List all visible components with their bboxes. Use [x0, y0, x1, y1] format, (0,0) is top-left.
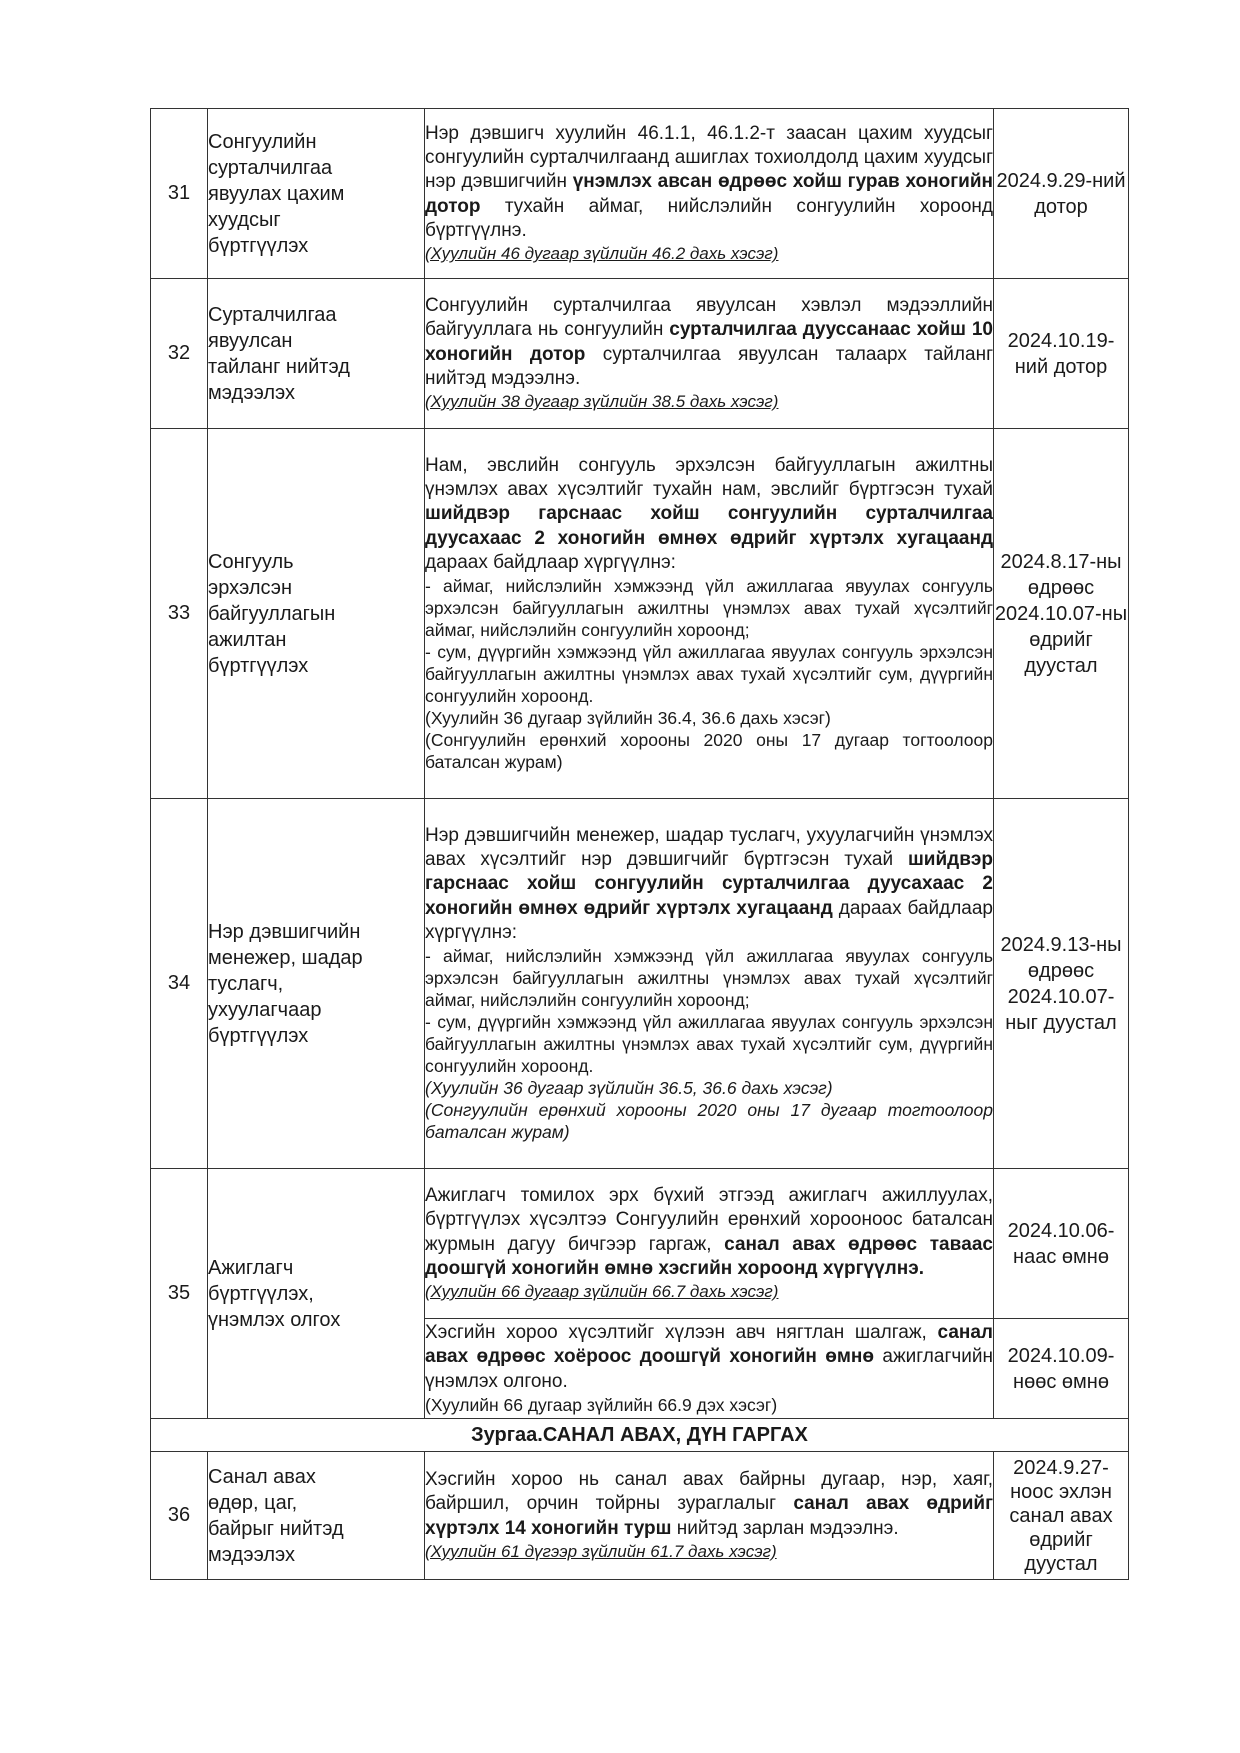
description-cell — [425, 109, 994, 279]
description-cell — [425, 799, 994, 1169]
table-row — [151, 429, 1129, 799]
law-reference: (Хуулийн 46 дугаар зүйлийн 46.2 дахь хэсэг) — [425, 244, 779, 264]
description-cell — [425, 1319, 994, 1419]
law-reference: (Хуулийн 66 дугаар зүйлийн 66.9 дэх хэсэг) — [425, 1394, 778, 1415]
row-number: 34 — [151, 799, 208, 1169]
section-heading: Зургаа.САНАЛ АВАХ, ДҮН ГАРГАХ — [151, 1419, 1129, 1452]
row-number: 35 — [151, 1169, 208, 1419]
law-reference: (Хуулийн 66 дугаар зүйлийн 66.7 дахь хэсэг) — [425, 1282, 779, 1302]
table-row — [151, 799, 1129, 1169]
row-number: 32 — [151, 279, 208, 429]
description-text: Хэсгийн хороо нь санал авах байрны дугаар, нэр, хаяг, байршил, орчин тойрны зураглалыг санал авах өдрийг хүртэлх 14 хоногийн турш нийтэд зарлан мэдээлнэ. — [425, 1469, 993, 1539]
description-text: Сонгуулийн сурталчилгаа явуулсан хэвлэл мэдээллийн байгууллага нь сонгуулийн сурталчилгаа дууссанаас хойш 10 хоногийн дотор сурталчилгаа явуулсан талаарх тайланг нийтэд мэдээлнэ. — [425, 294, 993, 389]
deadline-cell: 2024.9.27- ноос эхлэн санал авах өдрийг дуустал — [994, 1452, 1129, 1580]
law-reference: (Хуулийн 61 дүгээр зүйлийн 61.7 дахь хэсэг) — [425, 1541, 777, 1561]
activity-cell: Санал авах өдөр, цаг, байрыг нийтэд мэдээлэх — [208, 1452, 425, 1580]
resolution-reference: (Сонгуулийн ерөнхий хорооны 2020 оны 17 дугаар тогтоолоор баталсан журам) — [425, 1100, 993, 1143]
table-row — [151, 1169, 1129, 1319]
row-number: 33 — [151, 429, 208, 799]
deadline-cell: 2024.10.06- наас өмнө — [994, 1169, 1129, 1319]
bullet-item: - аймаг, нийслэлийн хэмжээнд үйл ажиллагаа явуулах сонгууль эрхэлсэн байгууллагын ажилтны үнэмлэх авах тухай хүсэлтийг аймаг, нийслэлийн сонгуулийн хороонд; — [425, 576, 993, 641]
description-text: Нам, эвслийн сонгууль эрхэлсэн байгууллагын ажилтны үнэмлэх авах хүсэлтийг тухайн нам, эвслийг бүртгэсэн тухай шийдвэр гарснаас хойш сонгуулийн сурталчилгаа дуусахаас 2 хоногийн өмнөх өдрийг хүртэлх хугацаанд дараах байдлаар хүргүүлнэ: — [425, 454, 993, 573]
bullet-item: - сум, дүүргийн хэмжээнд үйл ажиллагаа явуулах сонгууль эрхэлсэн байгууллагын ажилтны үнэмлэх авах тухай хүсэлтийг сум, дүүргийн сонгуулийн хороонд. — [425, 1012, 993, 1077]
row-number: 36 — [151, 1452, 208, 1580]
deadline-cell: 2024.10.09- нөөс өмнө — [994, 1319, 1129, 1419]
activity-cell: Сонгуулийн сурталчилгаа явуулах цахим хуудсыг бүртгүүлэх — [208, 109, 425, 279]
description-cell — [425, 1452, 994, 1580]
description-text: Ажиглагч томилох эрх бүхий этгээд ажиглагч ажиллуулах, бүртгүүлэх хүсэлтээ Сонгуулийн ерөнхий хорооноос баталсан журмын дагуу бичгээр гаргаж, санал авах өдрөөс тавaас доошгүй хоногийн өмнө хэсгийн хороонд хүргүүлнэ. — [425, 1184, 994, 1279]
deadline-cell: 2024.9.29-ний дотор — [994, 109, 1129, 279]
description-cell — [425, 429, 994, 799]
description-text: Нэр дэвшигч хуулийн 46.1.1, 46.1.2-т заасан цахим хуудсыг сонгуулийн сурталчилгаанд ашиглах тохиолдолд цахим хуудсыг нэр дэвшигчийн үнэмлэх авсан өдрөөс хойш гурав хоногийн дотор тухайн аймаг, нийслэлийн сонгуулийн хороонд бүртгүүлнэ. — [425, 122, 993, 241]
activity-cell: Сурталчилгаа явуулсан тайланг нийтэд мэдээлэх — [208, 279, 425, 429]
activity-cell: Ажиглагч бүртгүүлэх, үнэмлэх олгох — [208, 1169, 425, 1419]
table-row — [151, 109, 1129, 279]
activity-cell: Сонгууль эрхэлсэн байгууллагын ажилтан бүртгүүлэх — [208, 429, 425, 799]
description-text: Нэр дэвшигчийн менежер, шадар туслагч, ухуулагчийн үнэмлэх авах хүсэлтийг нэр дэвшигчийг бүртгэсэн тухай шийдвэр гарснаас хойш сонгуулийн сурталчилгаа дуусахаас 2 хоногийн өмнөх өдрийг хүртэлх хугацаанд дараах байдлаар хүргүүлнэ: — [425, 824, 993, 943]
description-text: Хэсгийн хороо хүсэлтийг хүлээн авч нягтлан шалгаж, санал авах өдрөөс хоёроос доошгүй хоногийн өмнө ажиглагчийн үнэмлэх олгоно. — [425, 1322, 993, 1392]
election-schedule-table — [150, 108, 1129, 1580]
deadline-cell: 2024.10.19- ний дотор — [994, 279, 1129, 429]
section-heading-row — [151, 1419, 1129, 1452]
description-cell — [425, 1169, 994, 1319]
activity-cell: Нэр дэвшигчийн менежер, шадар туслагч, ухуулагчаар бүртгүүлэх — [208, 799, 425, 1169]
deadline-cell: 2024.8.17-ны өдрөөс 2024.10.07-ны өдрийг дуустал — [994, 429, 1129, 799]
table-row — [151, 279, 1129, 429]
law-reference: (Хуулийн 36 дугаар зүйлийн 36.5, 36.6 дахь хэсэг) — [425, 1078, 833, 1099]
bullet-item: - аймаг, нийслэлийн хэмжээнд үйл ажиллагаа явуулах сонгууль эрхэлсэн байгууллагын ажилтны үнэмлэх авах тухай хүсэлтийг аймаг, нийслэлийн сонгуулийн хороонд; — [425, 946, 993, 1011]
table-row — [151, 1452, 1129, 1580]
deadline-cell: 2024.9.13-ны өдрөөс 2024.10.07- ныг дуустал — [994, 799, 1129, 1169]
row-number: 31 — [151, 109, 208, 279]
description-cell — [425, 279, 994, 429]
bullet-item: - сум, дүүргийн хэмжээнд үйл ажиллагаа явуулах сонгууль эрхэлсэн байгууллагын ажилтны үнэмлэх авах тухай хүсэлтийг сум, дүүргийн сонгуулийн хороонд. — [425, 642, 993, 707]
resolution-reference: (Сонгуулийн ерөнхий хорооны 2020 оны 17 дугаар тогтоолоор баталсан журам) — [425, 730, 993, 773]
law-reference: (Хуулийн 38 дугаар зүйлийн 38.5 дахь хэсэг) — [425, 392, 779, 412]
law-reference: (Хуулийн 36 дугаар зүйлийн 36.4, 36.6 дахь хэсэг) — [425, 708, 831, 729]
